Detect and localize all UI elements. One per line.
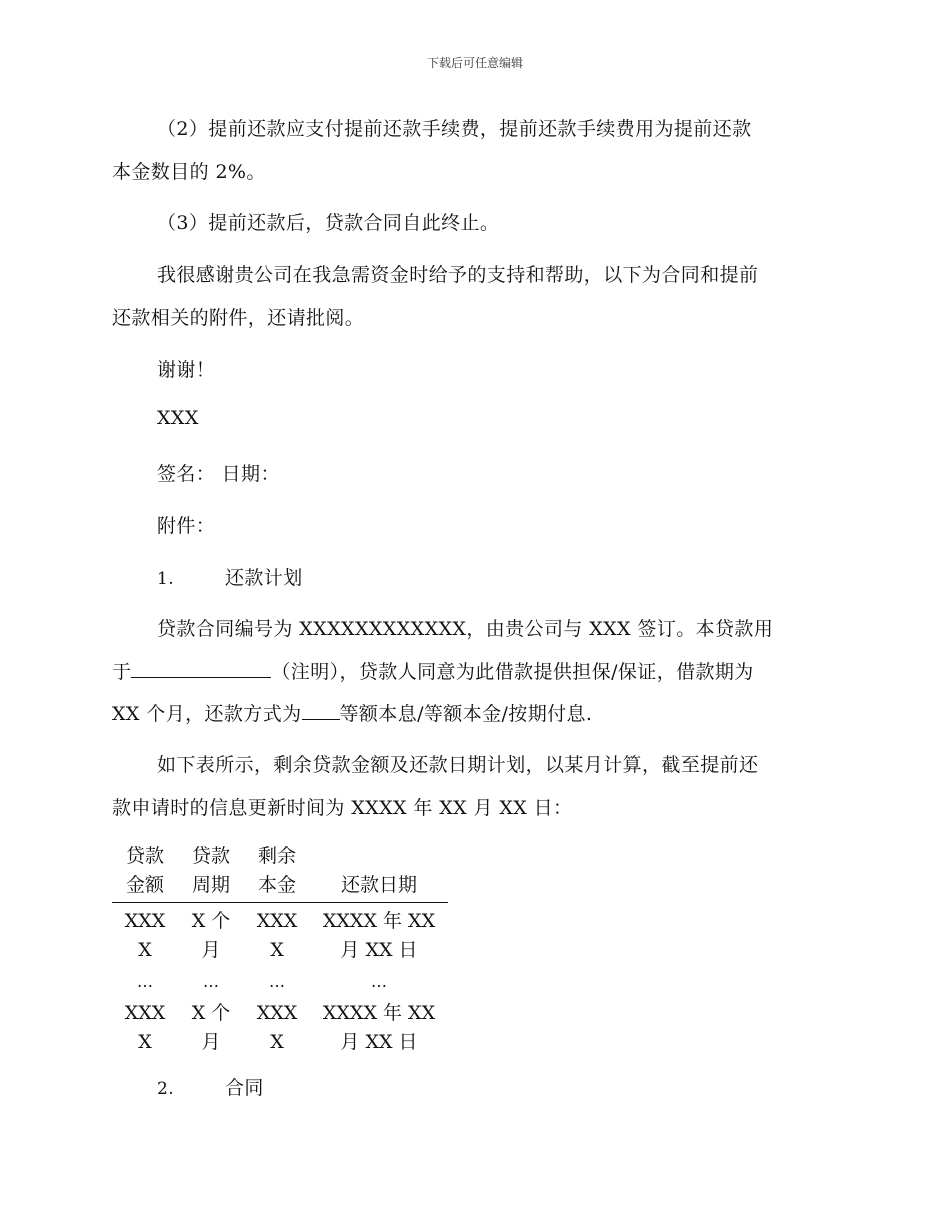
table-cell: X 个 月 [191, 1002, 231, 1053]
section-number: 1. [157, 569, 175, 589]
contract-line3-prefix: XX 个月，还款方式为 [112, 703, 302, 725]
contract-line2-suffix: （注明），贷款人同意为此借款提供担保/保证，借款期为 [271, 661, 754, 683]
sender-name: XXX [157, 407, 199, 429]
table-row [112, 903, 448, 966]
table-cell: XXX X [256, 910, 298, 961]
section-heading-contract [112, 1073, 877, 1100]
page-header: 下载后可任意编辑 [426, 56, 523, 70]
table-cell: … [137, 972, 153, 991]
contract-line2 [112, 657, 832, 684]
paragraph-termination: （3）提前还款后，贷款合同自此终止。 [157, 212, 500, 234]
table-row [112, 965, 448, 999]
attachments-label: 附件： [157, 515, 216, 537]
schedule-intro-line1: 如下表所示，剩余贷款金额及还款日期计划，以某月计算，截至提前还 [157, 754, 759, 776]
paragraph-fee-line2: 本金数目的 2%。 [112, 161, 266, 183]
table-cell: … [371, 972, 387, 991]
header-loan-period: 贷款 周期 [178, 842, 244, 903]
table-cell: … [203, 972, 219, 991]
table-cell: X 个 月 [191, 910, 231, 961]
purpose-blank [131, 659, 271, 678]
table-cell: XXX X [124, 910, 166, 961]
paragraph-fee-line1: （2）提前还款应支付提前还款手续费，提前还款手续费用为提前还款 [157, 118, 752, 140]
paragraph-thanks-line2: 还款相关的附件，还请批阅。 [112, 307, 365, 329]
table-cell: XXX X [256, 1002, 298, 1053]
section-number: 2. [157, 1079, 175, 1099]
header-remaining-principal: 剩余 本金 [244, 842, 310, 903]
contract-line2-prefix: 于 [112, 661, 132, 683]
thanks-text: 谢谢！ [157, 359, 216, 381]
contract-line3-suffix: 等额本息/等额本金/按期付息. [339, 703, 593, 725]
table-cell: XXXX 年 XX 月 XX 日 [322, 1002, 436, 1053]
paragraph-thanks-line1: 我很感谢贵公司在我急需资金时给予的支持和帮助，以下为合同和提前 [157, 264, 759, 286]
schedule-intro-line2: 款申请时的信息更新时间为 XXXX 年 XX 月 XX 日： [112, 797, 573, 819]
header-loan-amount: 贷款 金额 [112, 842, 178, 903]
header-repayment-date: 还款日期 [310, 842, 448, 903]
table-cell: XXXX 年 XX 月 XX 日 [322, 910, 436, 961]
signature-date: 签名： 日期： [157, 463, 280, 485]
section-heading-repayment-plan [112, 563, 877, 590]
contract-line3 [112, 699, 832, 726]
table-row [112, 999, 448, 1057]
repayment-method-blank [302, 701, 340, 720]
table-header-row [112, 842, 448, 903]
table-cell: … [269, 972, 285, 991]
section-title: 还款计划 [225, 567, 303, 589]
repayment-schedule-table [112, 842, 448, 1057]
contract-line1: 贷款合同编号为 XXXXXXXXXXXX，由贵公司与 XXX 签订。本贷款用 [157, 618, 774, 640]
section-title: 合同 [225, 1077, 264, 1099]
table-cell: XXX X [124, 1002, 166, 1053]
